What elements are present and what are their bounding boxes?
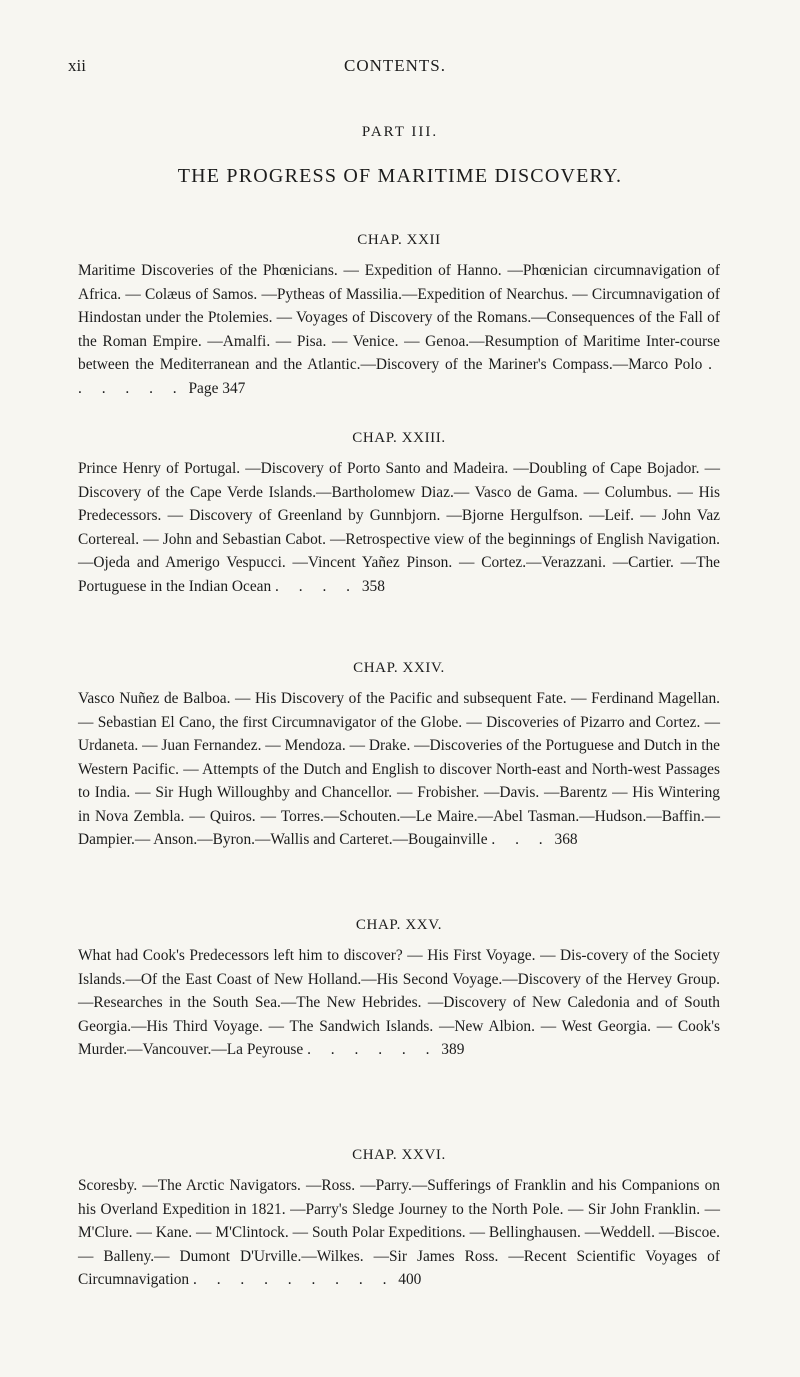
part-title: THE PROGRESS OF MARITIME DISCOVERY. [177,165,623,187]
chapter-summary [78,457,720,598]
chapter-summary-text: Vasco Nuñez de Balboa. — His Discovery of the Pacific and subsequent Fate. — Ferdinand Magellan. — Sebastian El Cano, the first Circumnavigator of the Globe. — Discoveries of Pizarro and Cortez. — Urdaneta. — Juan Fernandez. — Mendoza. — Drake. —Discoveries of the Portuguese and Dutch in the Western Pacific. — Attempts of the Dutch and English to discover North-east and North-west Passages to India. — Sir Hugh Willoughby and Chancellor. — Frobisher. —Davis. —Barentz — His Wintering in Nova Zembla. — Quiros. — Torres.—Schouten.—Le Maire.—Abel Tasman.—Hudson.—Baffin.—Dampier.— Anson.—Byron.—Wallis and Carteret.—Bougainville [78,690,720,848]
chapter-summary-text: Scoresby. —The Arctic Navigators. —Ross. —Parry.—Sufferings of Franklin and his Companions on his Overland Expedition in 1821. —Parry's Sledge Journey to the North Pole. — Sir John Franklin. — M'Clure. — Kane. — M'Clintock. — South Polar Expeditions. — Bellinghausen. —Weddell. —Biscoe. — Balleny.— Dumont D'Urville.—Wilkes. —Sir James Ross. —Recent Scientific Voyages of Circumnavigation [78,1177,720,1288]
page-reference: 358 [361,577,385,595]
dot-leader: . . . [491,831,551,848]
chapter-summary [78,259,720,400]
page-reference: Page 347 [188,379,246,397]
chapter-summary-text: What had Cook's Predecessors left him to discover? — His First Voyage. — Dis-covery of the Society Islands.—Of the East Coast of New Holland.—His Second Voyage.—Discovery of the Hervey Group.—Researches in the South Sea.—The New Hebrides. —Discovery of New Caledonia and of South Georgia.—His Third Voyage. — The Sandwich Islands. —New Albion. — West Georgia. — Cook's Murder.—Vancouver.—La Peyrouse [78,947,720,1058]
chapter-summary [78,687,720,852]
running-title: CONTENTS. [343,56,447,75]
dot-leader: . . . . [275,577,358,595]
chapter-entry [78,430,720,598]
chapter-entry [78,232,720,400]
chapter-summary-text: Prince Henry of Portugal. —Discovery of Porto Santo and Madeira. —Doubling of Cape Bojador. —Discovery of the Cape Verde Islands.—Bartholomew Diaz.— Vasco de Gama. — Columbus. — His Predecessors. — Discovery of Greenland by Gunnbjorn. —Bjorne Hergulfson. —Leif. — John Vaz Cortereal. — John and Sebastian Cabot. —Retrospective view of the beginnings of English Navigation. —Ojeda and Amerigo Vespucci. —Vincent Yañez Pinson. — Cortez.—Verazzani. —Cartier. —The Portuguese in the Indian Ocean [78,460,720,595]
chapter-entry [78,1147,720,1292]
chapter-summary-text: Maritime Discoveries of the Phœnicians. — Expedition of Hanno. —Phœnician circumnavigation of Africa. — Colæus of Samos. —Pytheas of Massilia.—Expedition of Nearchus. — Circumnavigation of Hindostan under the Ptolemies. — Voyages of Discovery of the Romans.—Consequences of the Fall of the Roman Empire. —Amalfi. — Pisa. — Venice. — Genoa.—Resumption of Maritime Inter-course between the Mediterranean and the Atlantic.—Discovery of the Mariner's Compass.—Marco Polo [78,262,720,373]
chapter-heading: CHAP. XXVI. [352,1147,446,1163]
page-folio: xii [68,56,86,75]
dot-leader: . . . . . . [78,356,720,397]
part-label: PART III. [361,124,439,140]
chapter-heading: CHAP. XXIII. [352,430,446,446]
chapter-heading: CHAP. XXV. [355,917,443,933]
dot-leader: . . . . . . . . . [193,1271,395,1288]
chapter-summary [78,1174,720,1292]
page-reference: 400 [398,1271,422,1288]
chapter-heading: CHAP. XXII [357,232,441,248]
chapter-entry [78,660,720,852]
chapter-heading: CHAP. XXIV. [353,660,445,676]
chapter-summary [78,944,720,1062]
dot-leader: . . . . . . [307,1041,438,1058]
page-reference: 389 [441,1041,465,1058]
chapter-entry [78,917,720,1062]
running-header [68,56,722,80]
page-reference: 368 [554,831,578,848]
